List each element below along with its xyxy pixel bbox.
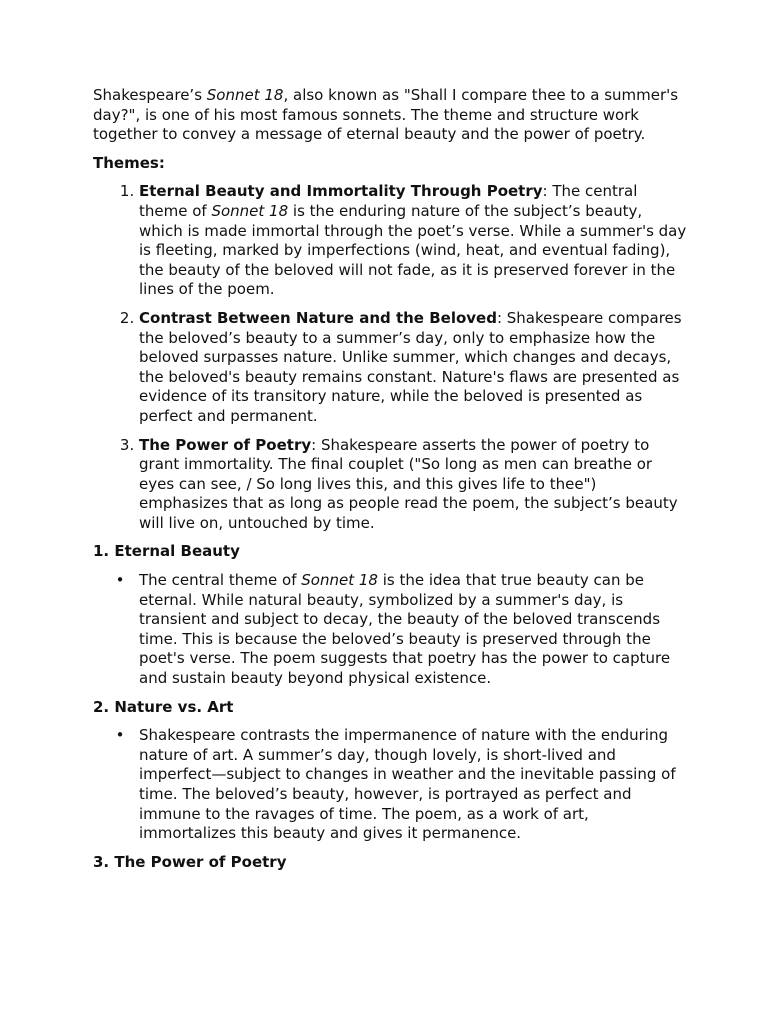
section-text: is the idea that true beauty can be eternal. While natural beauty, symbolized by a summer's day, is transient and subject to decay, the beauty of the beloved transcends time. This is because the beloved’s beauty is preserved through the poet's verse. The poem suggests that poetry has the power to capture and sustain beauty beyond physical existence. (139, 571, 671, 688)
theme-item-3 (139, 436, 688, 534)
sonnet-title: Sonnet 18 (211, 201, 289, 220)
section-2-list (93, 726, 688, 844)
sonnet-title: Sonnet 18 (301, 571, 378, 590)
list-item (115, 571, 688, 689)
intro-paragraph (93, 86, 688, 145)
section-text: Shakespeare contrasts the impermanence of nature with the enduring nature of art. A summer’s day, though lovely, is short-lived and imperfect—subject to changes in weather and the inevitable passing of time. The beloved’s beauty, however, is portrayed as perfect and immune to the ravages of time. The poem, as a work of art, immortalizes this beauty and gives it permanence. (139, 726, 676, 843)
section-heading-nature-vs-art: 2. Nature vs. Art (93, 697, 234, 716)
section-heading-power-of-poetry: 3. The Power of Poetry (93, 852, 287, 871)
theme-item-1 (139, 182, 688, 300)
section-1-list (93, 571, 688, 689)
intro-text-start: Shakespeare’s (93, 86, 207, 104)
themes-list (93, 182, 688, 533)
intro-text-end: , also known as "Shall I compare thee to a summer's day?", is one of his most famous sonnets. The theme and structure work together to convey a message of eternal beauty and the power of poetry. (93, 86, 679, 144)
bullet-icon: • (115, 726, 125, 745)
themes-heading: Themes: (93, 153, 165, 172)
theme-item-2 (139, 309, 688, 427)
theme-title: Eternal Beauty and Immortality Through Poetry (139, 182, 543, 201)
theme-title: The Power of Poetry (139, 435, 312, 454)
theme-title: Contrast Between Nature and the Beloved (139, 308, 497, 327)
bullet-icon: • (115, 571, 125, 590)
sonnet-title: Sonnet 18 (206, 86, 284, 104)
section-text: The central theme of (139, 571, 302, 590)
section-heading-eternal-beauty: 1. Eternal Beauty (93, 542, 240, 561)
theme-text: is the enduring nature of the subject’s beauty, which is made immortal through the poet’s verse. While a summer's day is fleeting, marked by imperfections (wind, heat, and eventual fading), the beauty of the beloved will not fade, as it is preserved forever in the lines of the poem. (139, 201, 687, 299)
list-item (115, 726, 688, 844)
theme-text: : Shakespeare compares the beloved’s beauty to a summer’s day, only to emphasize how the beloved surpasses nature. Unlike summer, which changes and decays, the beloved's beauty remains constant. Nature's flaws are presented as evidence of its transitory nature, while the beloved is presented as perfect and permanent. (139, 308, 682, 425)
theme-text: : Shakespeare asserts the power of poetry to grant immortality. The final couplet ("So long as men can breathe or eyes can see, / So long lives this, and this gives life to thee") emphasizes that as long as people read the poem, the subject’s beauty will live on, untouched by time. (139, 435, 678, 532)
theme-text: : The central theme of (139, 182, 638, 220)
